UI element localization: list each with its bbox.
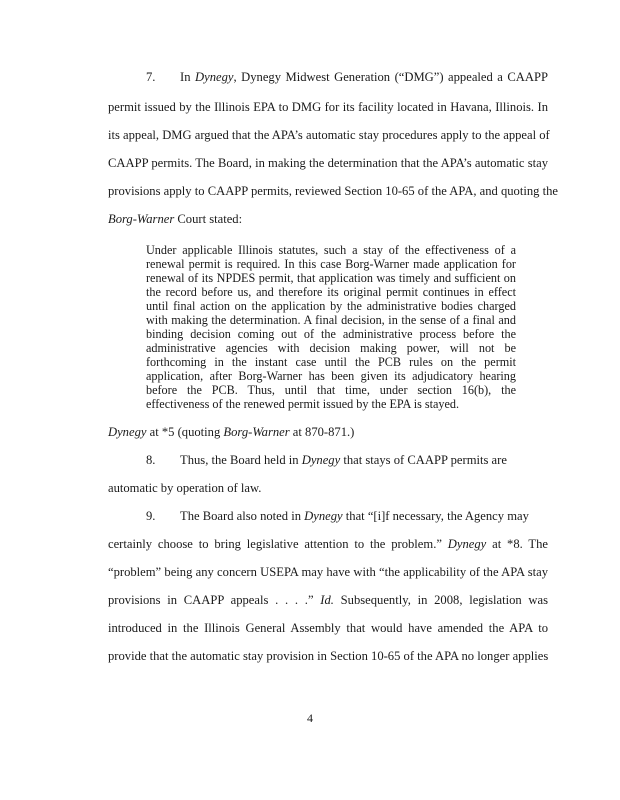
paragraph-7-line-3: its appeal, DMG argued that the APA’s automatic stay procedures apply to the appeal of — [108, 128, 550, 142]
block-quote-line: binding decision coming out of the administrative process before the — [146, 327, 516, 341]
paragraph-9-line-5: introduced in the Illinois General Assembly that would have amended the APA to — [108, 621, 548, 635]
block-quote-line: forthcoming in the instant case until the PCB rules on the permit — [146, 355, 516, 369]
paragraph-number-8: 8. — [146, 453, 156, 467]
paragraph-number-7: 7. — [146, 70, 156, 84]
block-quote-line: the record before us, and therefore its original permit continues in effect — [146, 285, 516, 299]
paragraph-9-line-1: The Board also noted in Dynegy that “[i]f necessary, the Agency may — [180, 509, 529, 523]
paragraph-7-line-4: CAAPP permits. The Board, in making the determination that the APA’s automatic stay — [108, 156, 548, 170]
block-quote-line: application, after Borg-Warner has been given its adjudicatory hearing — [146, 369, 516, 383]
paragraph-9-line-4: provisions in CAAPP appeals . . . .” Id. Subsequently, in 2008, legislation was — [108, 593, 548, 607]
paragraph-8-line-2: automatic by operation of law. — [108, 481, 262, 495]
block-quote-line: effectiveness of the renewed permit issued by the EPA is stayed. — [146, 397, 460, 411]
block-quote-line: renewal of its NPDES permit, that application was timely and sufficient on — [146, 271, 516, 285]
block-quote-line: Under applicable Illinois statutes, such a stay of the effectiveness of a — [146, 243, 516, 257]
paragraph-8-line-1: Thus, the Board held in Dynegy that stays of CAAPP permits are — [180, 453, 507, 467]
page-number: 4 — [307, 711, 313, 725]
block-quote-line: with making the determination. A final decision, in the sense of a final and — [146, 313, 516, 327]
paragraph-7-line-2: permit issued by the Illinois EPA to DMG for its facility located in Havana, Illinois. In — [108, 100, 548, 114]
paragraph-number-9: 9. — [146, 509, 156, 523]
block-quote-line: administrative agencies with decision making power, will not be — [146, 341, 516, 355]
paragraph-9-line-6: provide that the automatic stay provision in Section 10-65 of the APA no longer applies — [108, 649, 549, 663]
quote-citation: Dynegy at *5 (quoting Borg-Warner at 870-871.) — [108, 425, 355, 439]
paragraph-7-line-5: provisions apply to CAAPP permits, reviewed Section 10-65 of the APA, and quoting the — [108, 184, 558, 198]
paragraph-9-line-2: certainly choose to bring legislative attention to the problem.” Dynegy at *8. The — [108, 537, 548, 551]
paragraph-7-line-1: In Dynegy, Dynegy Midwest Generation (“DMG”) appealed a CAAPP — [180, 70, 549, 84]
paragraph-9-line-3: “problem” being any concern USEPA may have with “the applicability of the APA stay — [108, 565, 548, 579]
block-quote-line: renewal permit is required. In this case Borg-Warner made application for — [146, 257, 516, 271]
paragraph-7-line-6: Borg-Warner Court stated: — [108, 212, 243, 226]
block-quote-line: before the PCB. Thus, until that time, under section 16(b), the — [146, 383, 516, 397]
block-quote-line: until final action on the application by the administrative bodies charged — [146, 299, 516, 313]
